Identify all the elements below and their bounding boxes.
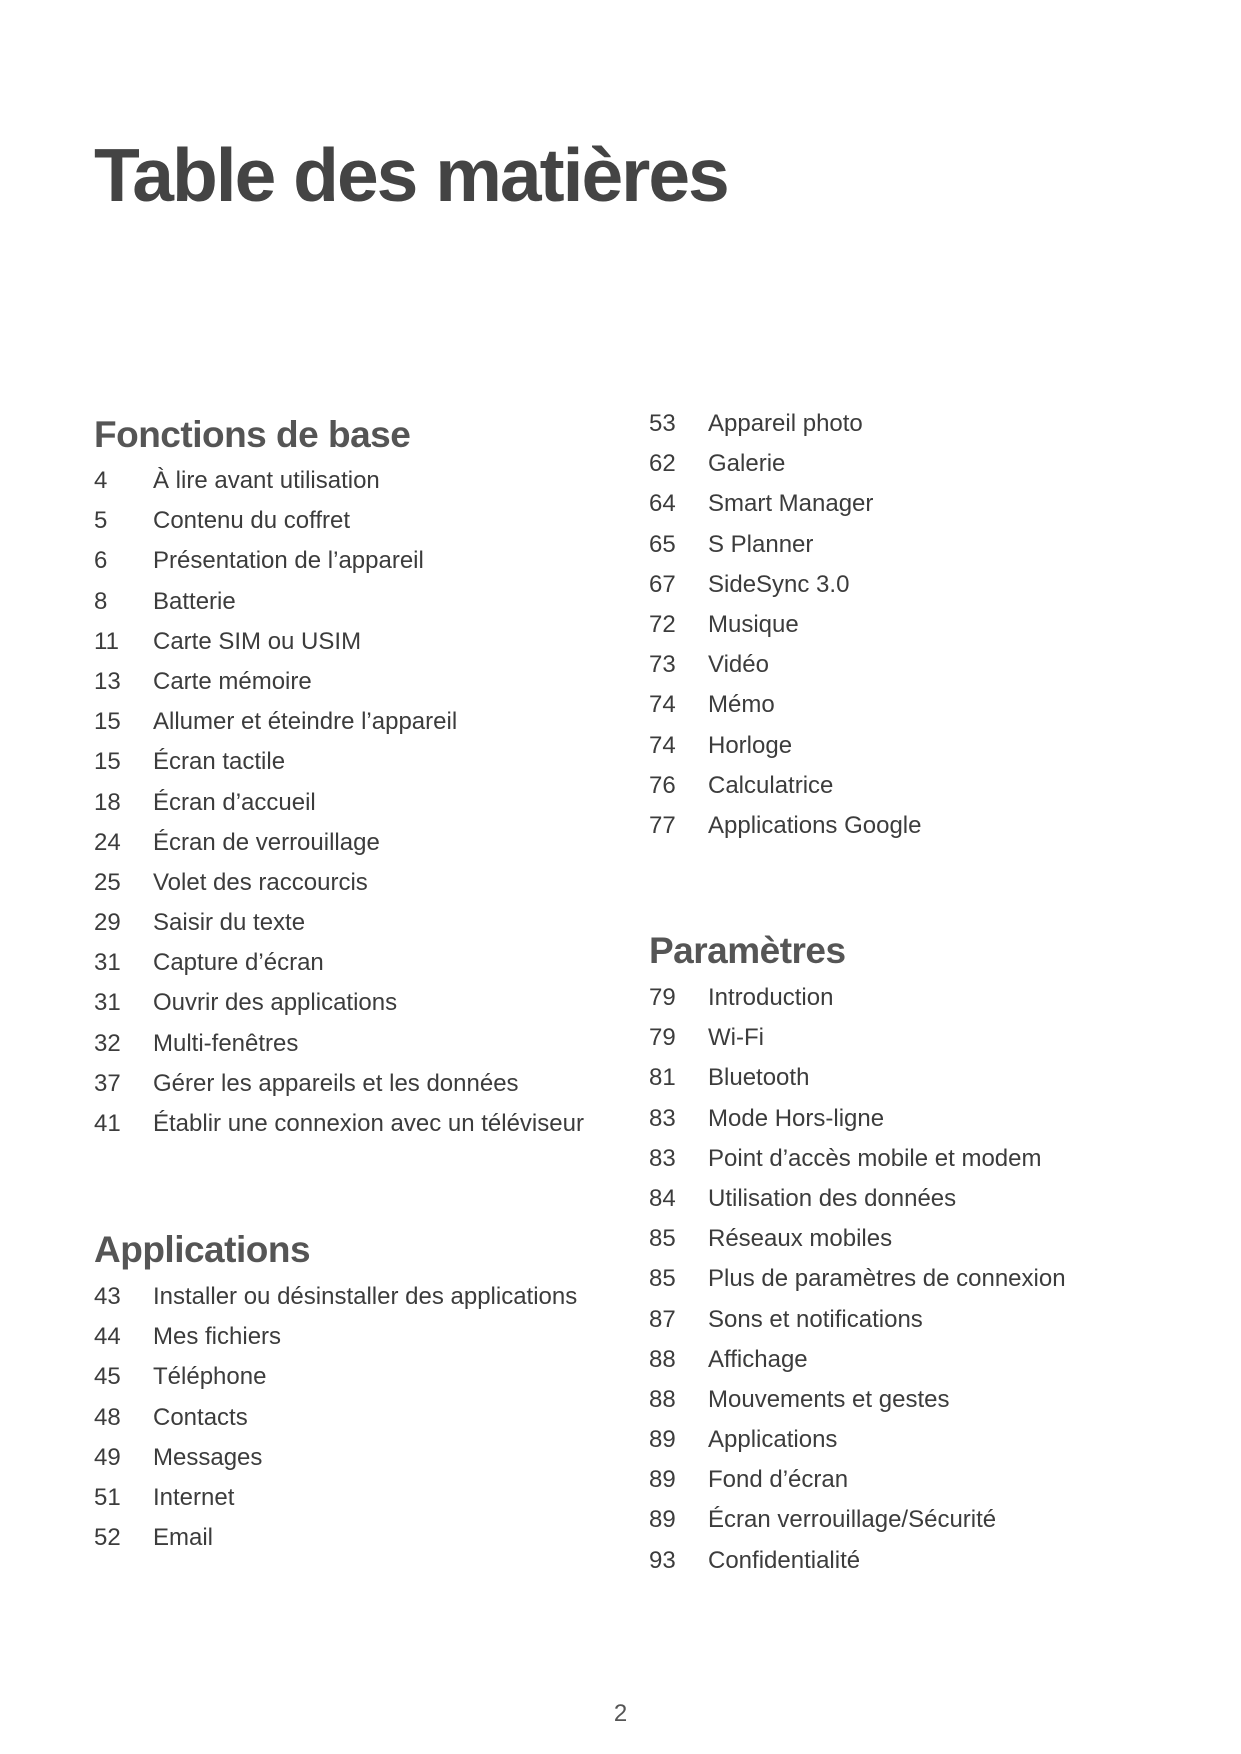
toc-entry-label: Contenu du coffret: [153, 507, 351, 535]
toc-entry-label: Horloge: [708, 731, 793, 759]
toc-entry[interactable]: [649, 1346, 1066, 1386]
toc-entry-page: 74: [649, 731, 676, 759]
page-number: 2: [613, 1700, 628, 1727]
toc-entry-page: 65: [649, 530, 676, 558]
toc-entry[interactable]: [649, 772, 921, 812]
toc-entry[interactable]: [649, 1105, 1066, 1145]
toc-entry[interactable]: [649, 1185, 1066, 1225]
toc-entry[interactable]: [649, 1024, 1066, 1064]
toc-entry-page: 89: [649, 1506, 676, 1534]
toc-entry[interactable]: [649, 1306, 1066, 1346]
toc-entry[interactable]: [94, 748, 584, 788]
toc-entry-label: Applications Google: [708, 811, 922, 839]
toc-entry-page: 74: [649, 691, 676, 719]
toc-entry[interactable]: [94, 507, 584, 547]
toc-entry-page: 49: [94, 1443, 121, 1471]
toc-entry[interactable]: [649, 1466, 1066, 1506]
toc-entry-page: 79: [649, 1024, 676, 1052]
toc-entry-page: 41: [94, 1110, 121, 1137]
toc-entry[interactable]: [94, 1404, 577, 1444]
toc-entry[interactable]: [94, 668, 584, 708]
toc-list-fonctions: [94, 467, 584, 1150]
toc-entry-label: Saisir du texte: [153, 909, 306, 937]
toc-entry-label: Fond d’écran: [708, 1466, 849, 1494]
toc-list-applications-continued: [649, 410, 921, 852]
toc-entry-page: 4: [94, 467, 108, 494]
toc-entry-page: 6: [94, 547, 108, 575]
toc-entry-page: 43: [94, 1283, 121, 1310]
toc-entry[interactable]: [649, 1426, 1066, 1466]
toc-list-parametres: [649, 984, 1066, 1587]
toc-entry-page: 88: [649, 1385, 676, 1413]
toc-entry-label: Carte SIM ou USIM: [153, 627, 362, 655]
toc-entry-label: Établir une connexion avec un téléviseur: [153, 1110, 584, 1137]
toc-entry-label: Appareil photo: [708, 410, 863, 437]
toc-entry-page: 5: [94, 507, 108, 535]
toc-entry-label: Ouvrir des applications: [153, 989, 398, 1017]
toc-entry[interactable]: [94, 547, 584, 587]
toc-entry-label: Contacts: [153, 1403, 248, 1431]
toc-entry[interactable]: [649, 571, 921, 611]
toc-entry-page: 87: [649, 1305, 676, 1333]
toc-entry-label: Musique: [708, 610, 799, 638]
toc-entry-page: 73: [649, 651, 676, 679]
toc-entry[interactable]: [94, 467, 584, 507]
toc-entry-page: 32: [94, 1029, 121, 1057]
toc-entry-label: Wi-Fi: [708, 1024, 764, 1052]
toc-entry-page: 67: [649, 570, 676, 598]
toc-entry[interactable]: [94, 628, 584, 668]
toc-entry-page: 93: [649, 1546, 676, 1574]
toc-entry[interactable]: [649, 450, 921, 490]
toc-entry-label: Plus de paramètres de connexion: [708, 1265, 1066, 1293]
toc-entry[interactable]: [94, 1110, 584, 1150]
toc-entry-page: 44: [94, 1323, 121, 1351]
toc-entry-page: 79: [649, 984, 676, 1011]
toc-entry-page: 13: [94, 667, 121, 695]
toc-entry-page: 37: [94, 1069, 121, 1097]
toc-entry-label: Gérer les appareils et les données: [153, 1069, 519, 1097]
toc-entry[interactable]: [94, 1030, 584, 1070]
toc-entry[interactable]: [649, 1265, 1066, 1305]
toc-entry[interactable]: [94, 588, 584, 628]
toc-entry[interactable]: [94, 1444, 577, 1484]
toc-entry[interactable]: [649, 1506, 1066, 1546]
toc-entry-label: Installer ou désinstaller des applications: [153, 1283, 578, 1310]
toc-entry[interactable]: [649, 1145, 1066, 1185]
toc-entry-label: Allumer et éteindre l’appareil: [153, 708, 458, 736]
toc-entry-label: Sons et notifications: [708, 1305, 923, 1333]
toc-entry[interactable]: [649, 531, 921, 571]
toc-entry-page: 31: [94, 989, 121, 1017]
toc-entry[interactable]: [649, 732, 921, 772]
toc-entry-label: Galerie: [708, 450, 786, 478]
toc-entry-label: Capture d’écran: [153, 949, 324, 977]
toc-entry[interactable]: [649, 410, 921, 450]
toc-entry-page: 89: [649, 1466, 676, 1494]
toc-entry-page: 81: [649, 1064, 676, 1092]
toc-entry-label: Mode Hors-ligne: [708, 1104, 885, 1132]
toc-entry-label: Mouvements et gestes: [708, 1385, 950, 1413]
toc-entry-label: Mémo: [708, 691, 775, 719]
toc-entry-page: 18: [94, 788, 121, 816]
toc-entry-page: 64: [649, 490, 676, 518]
toc-entry-label: Téléphone: [153, 1363, 267, 1391]
toc-entry-page: 83: [649, 1104, 676, 1132]
toc-entry-label: SideSync 3.0: [708, 570, 850, 598]
toc-entry[interactable]: [94, 1524, 577, 1564]
toc-entry-page: 24: [94, 828, 121, 856]
toc-entry[interactable]: [94, 909, 584, 949]
toc-entry[interactable]: [94, 1323, 577, 1363]
toc-entry-label: S Planner: [708, 530, 814, 558]
toc-entry-page: 84: [649, 1184, 676, 1212]
toc-entry-page: 76: [649, 771, 676, 799]
section-heading-applications: Applications: [94, 1229, 311, 1270]
toc-entry[interactable]: [649, 611, 921, 651]
toc-entry-page: 15: [94, 748, 121, 776]
toc-entry-page: 83: [649, 1144, 676, 1172]
toc-entry-label: Calculatrice: [708, 771, 834, 799]
toc-entry[interactable]: [94, 989, 584, 1029]
toc-entry-page: 53: [649, 410, 676, 437]
section-heading-fonctions: Fonctions de base: [94, 414, 411, 455]
toc-entry-label: Bluetooth: [708, 1064, 810, 1092]
toc-entry-label: Écran de verrouillage: [153, 828, 380, 856]
toc-entry-label: Email: [153, 1524, 214, 1552]
toc-entry-label: Affichage: [708, 1345, 808, 1373]
toc-entry-page: 52: [94, 1524, 121, 1552]
page-title: Table des matières: [94, 133, 728, 217]
toc-entry-page: 31: [94, 949, 121, 977]
section-heading-parametres: Paramètres: [649, 930, 846, 971]
toc-entry-label: Confidentialité: [708, 1546, 861, 1574]
toc-entry-label: Écran verrouillage/Sécurité: [708, 1506, 997, 1534]
toc-entry[interactable]: [649, 651, 921, 691]
toc-entry-label: Applications: [708, 1426, 838, 1454]
toc-entry-page: 51: [94, 1483, 121, 1511]
toc-entry[interactable]: [649, 691, 921, 731]
toc-entry[interactable]: [94, 1363, 577, 1403]
toc-entry-page: 25: [94, 868, 121, 896]
toc-entry[interactable]: [94, 1070, 584, 1110]
toc-entry-label: Internet: [153, 1483, 235, 1511]
toc-entry-label: Présentation de l’appareil: [153, 547, 424, 575]
toc-entry-page: 15: [94, 708, 121, 736]
toc-entry-page: 45: [94, 1363, 121, 1391]
toc-entry[interactable]: [649, 984, 1066, 1024]
toc-entry[interactable]: [649, 812, 921, 852]
toc-entry[interactable]: [649, 490, 921, 530]
toc-entry-label: Messages: [153, 1443, 263, 1471]
toc-entry-label: Réseaux mobiles: [708, 1225, 893, 1253]
toc-list-applications: [94, 1283, 577, 1564]
toc-entry-page: 77: [649, 811, 676, 839]
toc-entry[interactable]: [649, 1547, 1066, 1587]
toc-entry-page: 85: [649, 1225, 676, 1253]
toc-entry-page: 72: [649, 610, 676, 638]
toc-entry-label: Introduction: [708, 984, 834, 1011]
toc-entry[interactable]: [94, 789, 584, 829]
toc-entry[interactable]: [94, 869, 584, 909]
toc-entry-page: 8: [94, 587, 108, 615]
toc-entry-page: 88: [649, 1345, 676, 1373]
toc-entry-label: Multi-fenêtres: [153, 1029, 299, 1057]
toc-entry[interactable]: [94, 1283, 577, 1323]
toc-entry-page: 85: [649, 1265, 676, 1293]
toc-entry[interactable]: [649, 1225, 1066, 1265]
toc-entry-label: Écran d’accueil: [153, 788, 316, 816]
toc-entry-page: 11: [94, 627, 119, 655]
toc-entry[interactable]: [94, 949, 584, 989]
toc-entry[interactable]: [94, 829, 584, 869]
toc-entry-label: Point d’accès mobile et modem: [708, 1144, 1042, 1172]
toc-entry-label: Volet des raccourcis: [153, 868, 368, 896]
toc-entry-label: Batterie: [153, 587, 236, 615]
toc-entry-label: Vidéo: [708, 651, 769, 679]
toc-entry[interactable]: [649, 1386, 1066, 1426]
toc-entry-label: Smart Manager: [708, 490, 874, 518]
toc-entry[interactable]: [649, 1064, 1066, 1104]
toc-entry-label: Carte mémoire: [153, 667, 312, 695]
toc-entry[interactable]: [94, 1484, 577, 1524]
toc-entry-label: Utilisation des données: [708, 1184, 957, 1212]
toc-entry-page: 48: [94, 1403, 121, 1431]
toc-entry-label: Mes fichiers: [153, 1323, 282, 1351]
toc-entry-label: Écran tactile: [153, 748, 286, 776]
toc-entry-page: 62: [649, 450, 676, 478]
toc-entry[interactable]: [94, 708, 584, 748]
toc-entry-label: À lire avant utilisation: [153, 467, 380, 494]
toc-entry-page: 29: [94, 909, 121, 937]
toc-entry-page: 89: [649, 1426, 676, 1454]
